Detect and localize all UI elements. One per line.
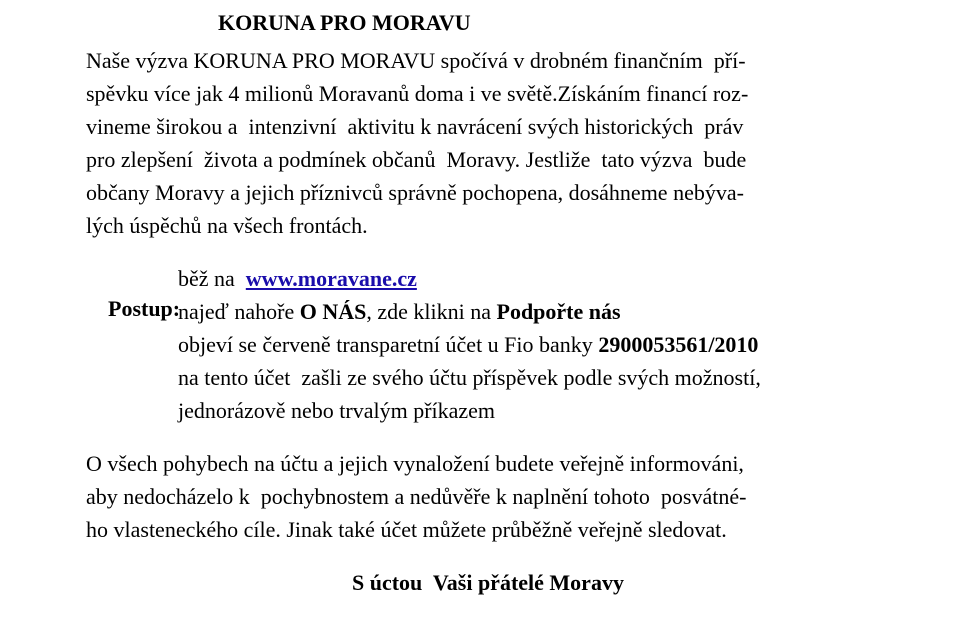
closing-line: O všech pohybech na účtu a jejich vynaložení budete veřejně informováni,	[86, 451, 744, 476]
signature: S úctou Vaši přátelé Moravy	[352, 570, 624, 595]
step-2-podporte: Podpořte nás	[496, 299, 621, 324]
intro-line: Naše výzva KORUNA PRO MORAVU spočívá v drobném finančním pří-	[86, 48, 746, 73]
closing-line: aby nedocházelo k pochybnostem a nedůvěře k naplnění tohoto posvátné-	[86, 484, 747, 509]
step-3-text: objeví se červeně transparetní účet u Fio banky	[178, 332, 599, 357]
step-2-o-nas: O NÁS	[299, 299, 367, 324]
step-1	[178, 264, 417, 294]
account-number: 2900053561/2010	[598, 332, 759, 357]
step-5: jednorázově nebo trvalým příkazem	[178, 398, 496, 423]
intro-line: spěvku více jak 4 milionů Moravanů doma i ve světě.Získáním financí roz-	[86, 81, 749, 106]
step-1-text: běž na	[178, 266, 246, 291]
step-4: na tento účet zašli ze svého účtu příspěvek podle svých možností,	[178, 365, 761, 390]
step-2	[178, 297, 621, 327]
step-2-text-c: , zde klikni na	[366, 299, 497, 324]
steps-label-text: Postup:	[108, 296, 181, 321]
step-2-text-a: najeď nahoře	[178, 299, 300, 324]
intro-line: lých úspěchů na všech frontách.	[86, 213, 368, 238]
document-title: KORUNA PRO MORAVU	[218, 10, 471, 35]
step-3	[178, 330, 758, 360]
intro-line: pro zlepšení života a podmínek občanů Moravy. Jestliže tato výzva bude	[86, 147, 747, 172]
steps-label	[86, 264, 180, 354]
closing-line: ho vlasteneckého cíle. Jinak také účet můžete průběžně veřejně sledovat.	[86, 517, 727, 542]
intro-line: občany Moravy a jejich příznivců správně pochopena, dosáhneme nebýva-	[86, 180, 744, 205]
intro-line: vineme širokou a intenzivní aktivitu k navrácení svých historických práv	[86, 114, 744, 139]
website-link[interactable]: www.moravane.cz	[245, 266, 417, 291]
